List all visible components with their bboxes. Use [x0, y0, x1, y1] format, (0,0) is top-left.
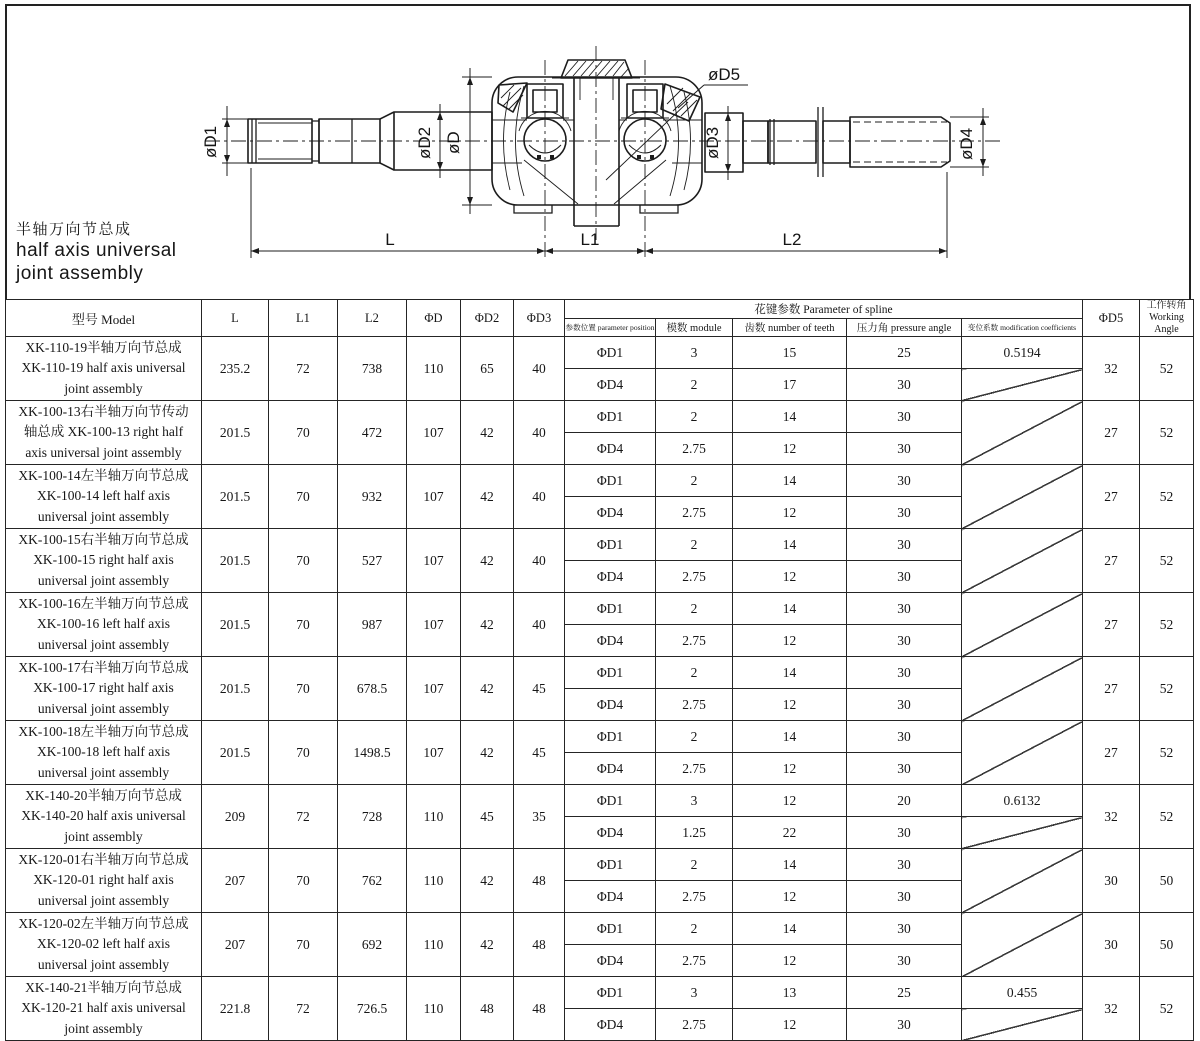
spline-teeth: 12 — [733, 753, 847, 785]
model-cell: XK-100-15右半轴万向节总成 XK-100-15 right half axis universal joint assembly — [6, 529, 202, 593]
spline-position: ΦD1 — [565, 529, 656, 561]
dim-cell-l1: 70 — [269, 529, 338, 593]
spline-pressure: 30 — [847, 369, 962, 401]
spline-modification-empty — [962, 401, 1083, 465]
spline-position: ΦD4 — [565, 433, 656, 465]
spline-position: ΦD1 — [565, 785, 656, 817]
dim-cell-d: 107 — [407, 401, 461, 465]
table-row — [6, 465, 1194, 497]
header-l2: L2 — [338, 300, 407, 337]
spline-modification-empty — [962, 721, 1083, 785]
dim-cell-l2: 692 — [338, 913, 407, 977]
label-l2: L2 — [782, 230, 802, 249]
d5-cell: 32 — [1083, 785, 1140, 849]
header-module: 模数 module — [656, 318, 733, 337]
spline-pressure: 30 — [847, 593, 962, 625]
working-angle-cell: 52 — [1140, 465, 1194, 529]
dim-cell-d2: 48 — [461, 977, 514, 1041]
spline-teeth: 14 — [733, 529, 847, 561]
title-english-2: joint assembly — [16, 263, 144, 285]
dim-cell-d: 110 — [407, 849, 461, 913]
spline-module: 2 — [656, 529, 733, 561]
spline-pressure: 30 — [847, 465, 962, 497]
header-working-angle-cn: 工作转角 — [1146, 300, 1187, 311]
spline-teeth: 17 — [733, 369, 847, 401]
label-d5: øD5 — [708, 65, 741, 84]
spline-position: ΦD1 — [565, 657, 656, 689]
dim-cell-d: 110 — [407, 977, 461, 1041]
spline-pressure: 30 — [847, 817, 962, 849]
label-d4: øD4 — [957, 127, 976, 160]
dim-cell-l2: 678.5 — [338, 657, 407, 721]
dim-cell-d3: 40 — [514, 337, 565, 401]
dim-cell-d: 110 — [407, 913, 461, 977]
table-row — [6, 401, 1194, 433]
spline-teeth: 14 — [733, 593, 847, 625]
spline-modification-empty — [962, 529, 1083, 593]
dim-cell-l: 201.5 — [202, 593, 269, 657]
dim-cell-l: 207 — [202, 913, 269, 977]
spline-pressure: 30 — [847, 753, 962, 785]
d5-cell: 32 — [1083, 977, 1140, 1041]
model-cell: XK-100-13右半轴万向节传动轴总成 XK-100-13 right half axis universal joint assembly — [6, 401, 202, 465]
universal-joint-drawing — [0, 0, 1200, 300]
dim-cell-d: 110 — [407, 337, 461, 401]
dim-cell-l: 221.8 — [202, 977, 269, 1041]
spline-pressure: 25 — [847, 337, 962, 369]
spline-position: ΦD1 — [565, 465, 656, 497]
dim-cell-l2: 738 — [338, 337, 407, 401]
spline-module: 2.75 — [656, 497, 733, 529]
dim-cell-d3: 40 — [514, 401, 565, 465]
spline-position: ΦD4 — [565, 689, 656, 721]
dim-cell-l2: 1498.5 — [338, 721, 407, 785]
spline-modification-empty — [962, 465, 1083, 529]
spline-module: 2.75 — [656, 945, 733, 977]
table-row — [6, 721, 1194, 753]
spline-position: ΦD1 — [565, 401, 656, 433]
spline-teeth: 14 — [733, 721, 847, 753]
working-angle-cell: 52 — [1140, 721, 1194, 785]
spline-pressure: 30 — [847, 433, 962, 465]
spline-teeth: 14 — [733, 465, 847, 497]
spline-module: 1.25 — [656, 817, 733, 849]
spline-modification-empty — [962, 913, 1083, 977]
dim-cell-l: 209 — [202, 785, 269, 849]
dim-cell-l1: 70 — [269, 465, 338, 529]
model-cell: XK-140-20半轴万向节总成 XK-140-20 half axis universal joint assembly — [6, 785, 202, 849]
working-angle-cell: 52 — [1140, 337, 1194, 401]
dim-cell-d3: 45 — [514, 721, 565, 785]
dim-cell-l1: 70 — [269, 849, 338, 913]
spline-teeth: 14 — [733, 401, 847, 433]
spline-position: ΦD1 — [565, 337, 656, 369]
spline-module: 2 — [656, 849, 733, 881]
model-cell: XK-120-02左半轴万向节总成 XK-120-02 left half axis universal joint assembly — [6, 913, 202, 977]
spline-module: 2.75 — [656, 1009, 733, 1041]
spline-position: ΦD4 — [565, 945, 656, 977]
spline-pressure: 25 — [847, 977, 962, 1009]
dim-cell-d2: 42 — [461, 849, 514, 913]
dim-cell-l2: 932 — [338, 465, 407, 529]
header-model: 型号 Model — [6, 300, 202, 337]
dim-cell-d2: 42 — [461, 529, 514, 593]
spline-module: 2 — [656, 369, 733, 401]
spline-position: ΦD1 — [565, 593, 656, 625]
model-cell: XK-140-21半轴万向节总成 XK-120-21 half axis universal joint assembly — [6, 977, 202, 1041]
spline-module: 2.75 — [656, 689, 733, 721]
dim-cell-d2: 42 — [461, 721, 514, 785]
header-d: ΦD — [407, 300, 461, 337]
header-d2: ΦD2 — [461, 300, 514, 337]
model-cell: XK-100-14左半轴万向节总成 XK-100-14 left half axis universal joint assembly — [6, 465, 202, 529]
spline-position: ΦD4 — [565, 369, 656, 401]
d5-cell: 27 — [1083, 401, 1140, 465]
spline-pressure: 30 — [847, 529, 962, 561]
d5-cell: 30 — [1083, 913, 1140, 977]
dim-cell-l1: 72 — [269, 785, 338, 849]
spline-position: ΦD1 — [565, 977, 656, 1009]
d5-cell: 30 — [1083, 849, 1140, 913]
dim-cell-d3: 45 — [514, 657, 565, 721]
dim-cell-l2: 726.5 — [338, 977, 407, 1041]
dim-cell-l1: 70 — [269, 657, 338, 721]
spline-position: ΦD4 — [565, 1009, 656, 1041]
table-row — [6, 913, 1194, 945]
working-angle-cell: 52 — [1140, 593, 1194, 657]
dim-cell-d: 107 — [407, 529, 461, 593]
spline-modification-empty — [962, 1009, 1083, 1041]
spline-pressure: 20 — [847, 785, 962, 817]
spline-teeth: 12 — [733, 497, 847, 529]
spline-pressure: 30 — [847, 1009, 962, 1041]
spline-modification-empty — [962, 593, 1083, 657]
dim-cell-d2: 42 — [461, 657, 514, 721]
dim-cell-l2: 728 — [338, 785, 407, 849]
dim-cell-d: 107 — [407, 593, 461, 657]
spline-module: 2.75 — [656, 881, 733, 913]
working-angle-cell: 50 — [1140, 913, 1194, 977]
table-row — [6, 849, 1194, 881]
spline-pressure: 30 — [847, 625, 962, 657]
spline-teeth: 14 — [733, 657, 847, 689]
spline-pressure: 30 — [847, 945, 962, 977]
spline-position: ΦD4 — [565, 497, 656, 529]
model-cell: XK-100-18左半轴万向节总成 XK-100-18 left half axis universal joint assembly — [6, 721, 202, 785]
title-block — [16, 221, 177, 286]
dim-cell-l1: 70 — [269, 593, 338, 657]
spline-teeth: 12 — [733, 689, 847, 721]
working-angle-cell: 52 — [1140, 657, 1194, 721]
spline-teeth: 22 — [733, 817, 847, 849]
spline-position: ΦD4 — [565, 753, 656, 785]
spline-modification: 0.455 — [962, 977, 1083, 1009]
spline-module: 3 — [656, 337, 733, 369]
title-english-1: half axis universal — [16, 240, 177, 262]
dim-cell-d2: 42 — [461, 913, 514, 977]
spline-pressure: 30 — [847, 689, 962, 721]
right-shaft — [705, 107, 950, 177]
header-pressure-angle: 压力角 pressure angle — [847, 318, 962, 337]
spline-modification-empty — [962, 817, 1083, 849]
spline-teeth: 12 — [733, 881, 847, 913]
label-l: L — [385, 230, 395, 249]
dim-cell-d: 107 — [407, 721, 461, 785]
dim-cell-d3: 40 — [514, 529, 565, 593]
spline-teeth: 14 — [733, 913, 847, 945]
dim-cell-l2: 472 — [338, 401, 407, 465]
working-angle-cell: 50 — [1140, 849, 1194, 913]
model-cell: XK-100-17右半轴万向节总成 XK-100-17 right half axis universal joint assembly — [6, 657, 202, 721]
model-cell: XK-110-19半轴万向节总成 XK-110-19 half axis universal joint assembly — [6, 337, 202, 401]
dim-cell-d3: 35 — [514, 785, 565, 849]
spline-teeth: 12 — [733, 945, 847, 977]
header-teeth: 齿数 number of teeth — [733, 318, 847, 337]
model-cell: XK-100-16左半轴万向节总成 XK-100-16 left half axis universal joint assembly — [6, 593, 202, 657]
spline-teeth: 12 — [733, 561, 847, 593]
spline-position: ΦD4 — [565, 625, 656, 657]
dim-cell-l2: 762 — [338, 849, 407, 913]
spline-module: 2 — [656, 913, 733, 945]
spline-module: 2 — [656, 401, 733, 433]
header-l: L — [202, 300, 269, 337]
spline-modification: 0.6132 — [962, 785, 1083, 817]
working-angle-cell: 52 — [1140, 529, 1194, 593]
dim-cell-l1: 72 — [269, 977, 338, 1041]
spline-position: ΦD1 — [565, 721, 656, 753]
dim-cell-l: 201.5 — [202, 657, 269, 721]
label-d1: øD1 — [201, 125, 220, 158]
spline-pressure: 30 — [847, 721, 962, 753]
spline-pressure: 30 — [847, 561, 962, 593]
spline-module: 3 — [656, 785, 733, 817]
dim-cell-l: 235.2 — [202, 337, 269, 401]
spline-module: 2.75 — [656, 561, 733, 593]
spline-modification-empty — [962, 657, 1083, 721]
spline-pressure: 30 — [847, 881, 962, 913]
dim-cell-d3: 40 — [514, 465, 565, 529]
d5-cell: 27 — [1083, 465, 1140, 529]
dim-cell-d: 107 — [407, 465, 461, 529]
joint-housing — [492, 60, 702, 226]
spline-pressure: 30 — [847, 849, 962, 881]
spline-teeth: 12 — [733, 433, 847, 465]
spec-table — [5, 299, 1194, 1041]
spline-teeth: 15 — [733, 337, 847, 369]
spline-teeth: 13 — [733, 977, 847, 1009]
dim-cell-l1: 70 — [269, 721, 338, 785]
spline-modification-empty — [962, 849, 1083, 913]
header-l1: L1 — [269, 300, 338, 337]
dim-cell-d2: 42 — [461, 401, 514, 465]
spline-module: 2 — [656, 657, 733, 689]
d5-cell: 27 — [1083, 593, 1140, 657]
header-working-angle — [1140, 300, 1194, 337]
header-d3: ΦD3 — [514, 300, 565, 337]
dim-cell-d: 110 — [407, 785, 461, 849]
header-d5: ΦD5 — [1083, 300, 1140, 337]
spline-modification-empty — [962, 369, 1083, 401]
dim-cell-l2: 527 — [338, 529, 407, 593]
dim-cell-l: 207 — [202, 849, 269, 913]
dim-cell-d2: 42 — [461, 593, 514, 657]
spline-module: 2.75 — [656, 625, 733, 657]
spline-module: 3 — [656, 977, 733, 1009]
spline-module: 2 — [656, 465, 733, 497]
d5-cell: 27 — [1083, 529, 1140, 593]
spline-position: ΦD4 — [565, 881, 656, 913]
dim-cell-d: 107 — [407, 657, 461, 721]
spline-module: 2 — [656, 593, 733, 625]
working-angle-cell: 52 — [1140, 977, 1194, 1041]
dim-cell-l2: 987 — [338, 593, 407, 657]
dim-cell-l: 201.5 — [202, 465, 269, 529]
spline-teeth: 12 — [733, 1009, 847, 1041]
spline-position: ΦD4 — [565, 817, 656, 849]
header-modification: 变位系数 modification coefficients — [962, 318, 1083, 337]
dim-cell-l: 201.5 — [202, 401, 269, 465]
dim-cell-d2: 45 — [461, 785, 514, 849]
spline-position: ΦD1 — [565, 913, 656, 945]
dim-cell-d3: 48 — [514, 849, 565, 913]
spline-position: ΦD4 — [565, 561, 656, 593]
table-row — [6, 657, 1194, 689]
d5-cell: 27 — [1083, 657, 1140, 721]
table-row — [6, 337, 1194, 369]
table-row — [6, 529, 1194, 561]
dim-cell-l: 201.5 — [202, 529, 269, 593]
spline-module: 2.75 — [656, 753, 733, 785]
dim-cell-d2: 65 — [461, 337, 514, 401]
d5-cell: 32 — [1083, 337, 1140, 401]
spline-pressure: 30 — [847, 657, 962, 689]
label-d: øD — [444, 131, 463, 154]
dim-cell-l: 201.5 — [202, 721, 269, 785]
spline-pressure: 30 — [847, 913, 962, 945]
working-angle-cell: 52 — [1140, 785, 1194, 849]
dim-cell-d3: 48 — [514, 913, 565, 977]
header-working-angle-en: Working Angle — [1149, 312, 1184, 335]
dim-cell-l1: 70 — [269, 401, 338, 465]
spec-table-body — [6, 337, 1194, 1041]
title-chinese: 半轴万向节总成 — [16, 221, 132, 238]
spline-pressure: 30 — [847, 401, 962, 433]
header-param-position: 参数位置 parameter position — [565, 318, 656, 337]
label-d3: øD3 — [703, 126, 722, 159]
spline-position: ΦD1 — [565, 849, 656, 881]
spline-modification: 0.5194 — [962, 337, 1083, 369]
table-row — [6, 977, 1194, 1009]
dim-cell-l1: 70 — [269, 913, 338, 977]
spline-teeth: 12 — [733, 625, 847, 657]
spline-module: 2.75 — [656, 433, 733, 465]
spline-pressure: 30 — [847, 497, 962, 529]
d5-cell: 27 — [1083, 721, 1140, 785]
working-angle-cell: 52 — [1140, 401, 1194, 465]
model-cell: XK-120-01右半轴万向节总成 XK-120-01 right half axis universal joint assembly — [6, 849, 202, 913]
dim-cell-l1: 72 — [269, 337, 338, 401]
spline-teeth: 14 — [733, 849, 847, 881]
spline-teeth: 12 — [733, 785, 847, 817]
dim-cell-d3: 48 — [514, 977, 565, 1041]
spline-module: 2 — [656, 721, 733, 753]
label-l1: L1 — [580, 230, 600, 249]
table-row — [6, 785, 1194, 817]
dim-cell-d3: 40 — [514, 593, 565, 657]
label-d2: øD2 — [415, 126, 434, 159]
header-spline-group: 花键参数 Parameter of spline — [565, 300, 1083, 319]
dim-cell-d2: 42 — [461, 465, 514, 529]
table-row — [6, 593, 1194, 625]
